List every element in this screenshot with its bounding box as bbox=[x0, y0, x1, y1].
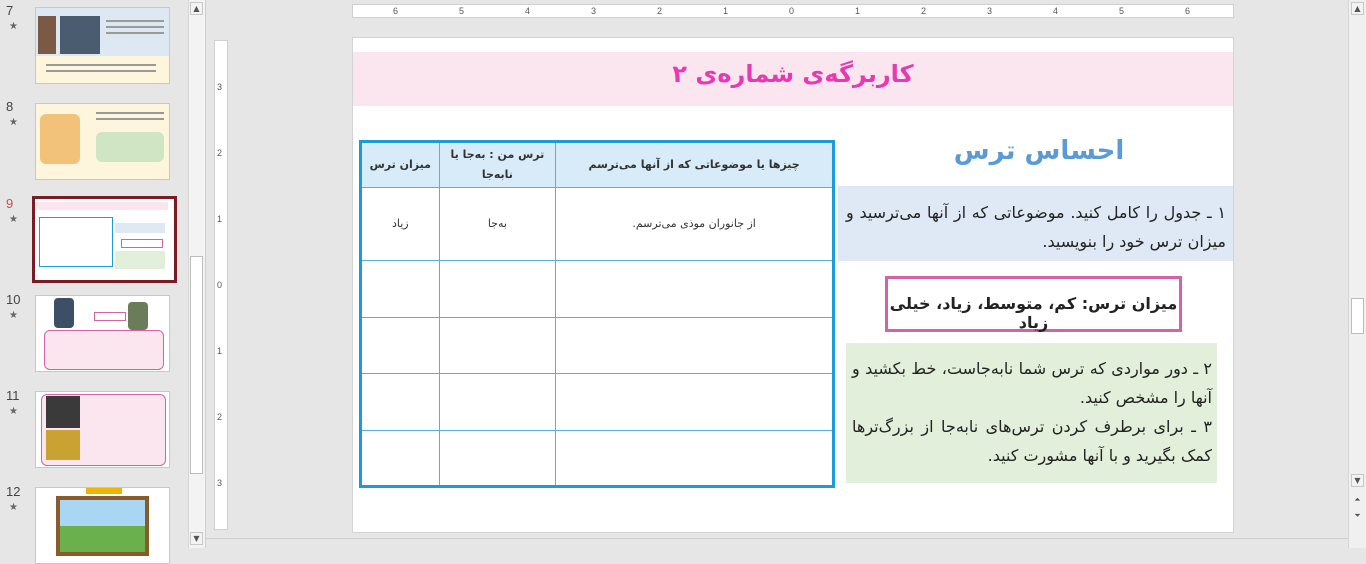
animation-star-icon: ★ bbox=[9, 310, 18, 321]
ruler-tick: 4 bbox=[525, 6, 531, 16]
instruction-2[interactable]: ۲ ـ دور مواردی که ترس شما نابه‌جاست، خط بکشید و آنها را مشخص کنید. bbox=[852, 359, 1212, 407]
table-cell[interactable] bbox=[556, 374, 834, 430]
fear-scale-text[interactable]: میزان ترس: کم، متوسط، زیاد، خیلی زیاد bbox=[889, 294, 1178, 332]
thumbnail-scrollbar[interactable] bbox=[188, 0, 205, 548]
scroll-down-icon[interactable]: ▼ bbox=[1351, 474, 1364, 487]
table-row bbox=[361, 430, 834, 486]
scroll-down-icon[interactable]: ▼ bbox=[190, 532, 203, 545]
animation-star-icon: ★ bbox=[9, 214, 18, 225]
slide-number-7: 7 bbox=[6, 3, 14, 18]
animation-star-icon: ★ bbox=[9, 117, 18, 128]
ruler-tick: 1 bbox=[217, 346, 223, 356]
table-row bbox=[361, 188, 834, 260]
ruler-tick: 3 bbox=[987, 6, 993, 16]
vertical-ruler bbox=[214, 40, 228, 530]
editor-scroll-thumb[interactable] bbox=[1351, 298, 1364, 334]
slide-thumbnail-11[interactable] bbox=[35, 391, 170, 468]
table-cell[interactable] bbox=[361, 374, 440, 430]
table-cell[interactable]: زیاد bbox=[361, 188, 440, 260]
ruler-tick: 5 bbox=[459, 6, 465, 16]
table-cell[interactable] bbox=[556, 260, 834, 317]
table-row bbox=[361, 318, 834, 374]
next-slide-icon[interactable]: ⏷ bbox=[1354, 511, 1361, 520]
slide-thumbnail-12[interactable] bbox=[35, 487, 170, 564]
ruler-tick: 2 bbox=[921, 6, 927, 16]
ruler-tick: 2 bbox=[657, 6, 663, 16]
scroll-up-icon[interactable]: ▲ bbox=[1351, 2, 1364, 15]
scroll-up-icon[interactable]: ▲ bbox=[190, 2, 203, 15]
slide-number-12: 12 bbox=[6, 484, 21, 499]
slide-thumbnail-8[interactable] bbox=[35, 103, 170, 180]
ruler-tick: 6 bbox=[393, 6, 399, 16]
slide-number-8: 8 bbox=[6, 99, 14, 114]
slide-title[interactable]: کاربرگه‌ی شماره‌ی ۲ bbox=[672, 60, 914, 88]
table-cell[interactable] bbox=[361, 318, 440, 374]
table-cell[interactable] bbox=[556, 430, 834, 486]
bottom-edge bbox=[206, 538, 1348, 548]
fear-table[interactable] bbox=[359, 140, 835, 488]
table-cell[interactable] bbox=[439, 430, 556, 486]
table-cell[interactable]: به‌جا bbox=[439, 188, 556, 260]
table-cell[interactable] bbox=[556, 318, 834, 374]
thumbnail-scroll-thumb[interactable] bbox=[190, 256, 203, 474]
ruler-tick: 6 bbox=[1185, 6, 1191, 16]
instruction-1[interactable]: ۱ ـ جدول را کامل کنید. موضوعاتی که از آنها می‌ترسید و میزان ترس خود را بنویسید. bbox=[846, 203, 1226, 251]
slide-number-10: 10 bbox=[6, 292, 21, 307]
slide-thumbnail-10[interactable] bbox=[35, 295, 170, 372]
ruler-tick: 3 bbox=[591, 6, 597, 16]
table-cell[interactable] bbox=[439, 260, 556, 317]
slide-thumbnail-7[interactable] bbox=[35, 7, 170, 84]
header-topics: چیزها یا موضوعاتی که از آنها می‌ترسم bbox=[556, 142, 834, 188]
animation-star-icon: ★ bbox=[9, 406, 18, 417]
ruler-tick: 0 bbox=[217, 280, 223, 290]
ruler-tick: 1 bbox=[723, 6, 729, 16]
table-cell[interactable] bbox=[439, 318, 556, 374]
table-row bbox=[361, 260, 834, 317]
ruler-tick: 3 bbox=[217, 82, 223, 92]
ruler-tick: 2 bbox=[217, 148, 223, 158]
table-cell[interactable] bbox=[361, 260, 440, 317]
ruler-tick: 1 bbox=[855, 6, 861, 16]
slide-number-11: 11 bbox=[6, 388, 20, 403]
table-cell[interactable] bbox=[439, 374, 556, 430]
slide-number-9: 9 bbox=[6, 196, 14, 211]
table-header-row bbox=[361, 142, 834, 188]
previous-slide-icon[interactable]: ⏶ bbox=[1354, 495, 1361, 504]
animation-star-icon: ★ bbox=[9, 502, 18, 513]
animation-star-icon: ★ bbox=[9, 21, 18, 32]
table-cell[interactable] bbox=[361, 430, 440, 486]
ruler-tick: 3 bbox=[217, 478, 223, 488]
slide-thumbnail-pane bbox=[0, 0, 206, 548]
table-cell[interactable]: از جانوران موذی می‌ترسم. bbox=[556, 188, 834, 260]
table-row bbox=[361, 374, 834, 430]
ruler-tick: 4 bbox=[1053, 6, 1059, 16]
editor-scrollbar[interactable] bbox=[1348, 0, 1366, 548]
header-fear-level: میزان ترس bbox=[361, 142, 440, 188]
section-heading[interactable]: احساس ترس bbox=[953, 136, 1125, 166]
slide-thumbnail-9[interactable] bbox=[32, 196, 177, 283]
ruler-tick: 2 bbox=[217, 412, 223, 422]
header-appropriateness: ترس من : به‌جا یا نابه‌جا bbox=[439, 142, 556, 188]
ruler-tick: 0 bbox=[789, 6, 795, 16]
ruler-tick: 5 bbox=[1119, 6, 1125, 16]
ruler-tick: 1 bbox=[217, 214, 223, 224]
instruction-3[interactable]: ۳ ـ برای برطرف کردن ترس‌های نابه‌جا از بزرگ‌ترها کمک بگیرید و با آنها مشورت کنید. bbox=[852, 417, 1212, 465]
horizontal-ruler bbox=[352, 4, 1234, 18]
